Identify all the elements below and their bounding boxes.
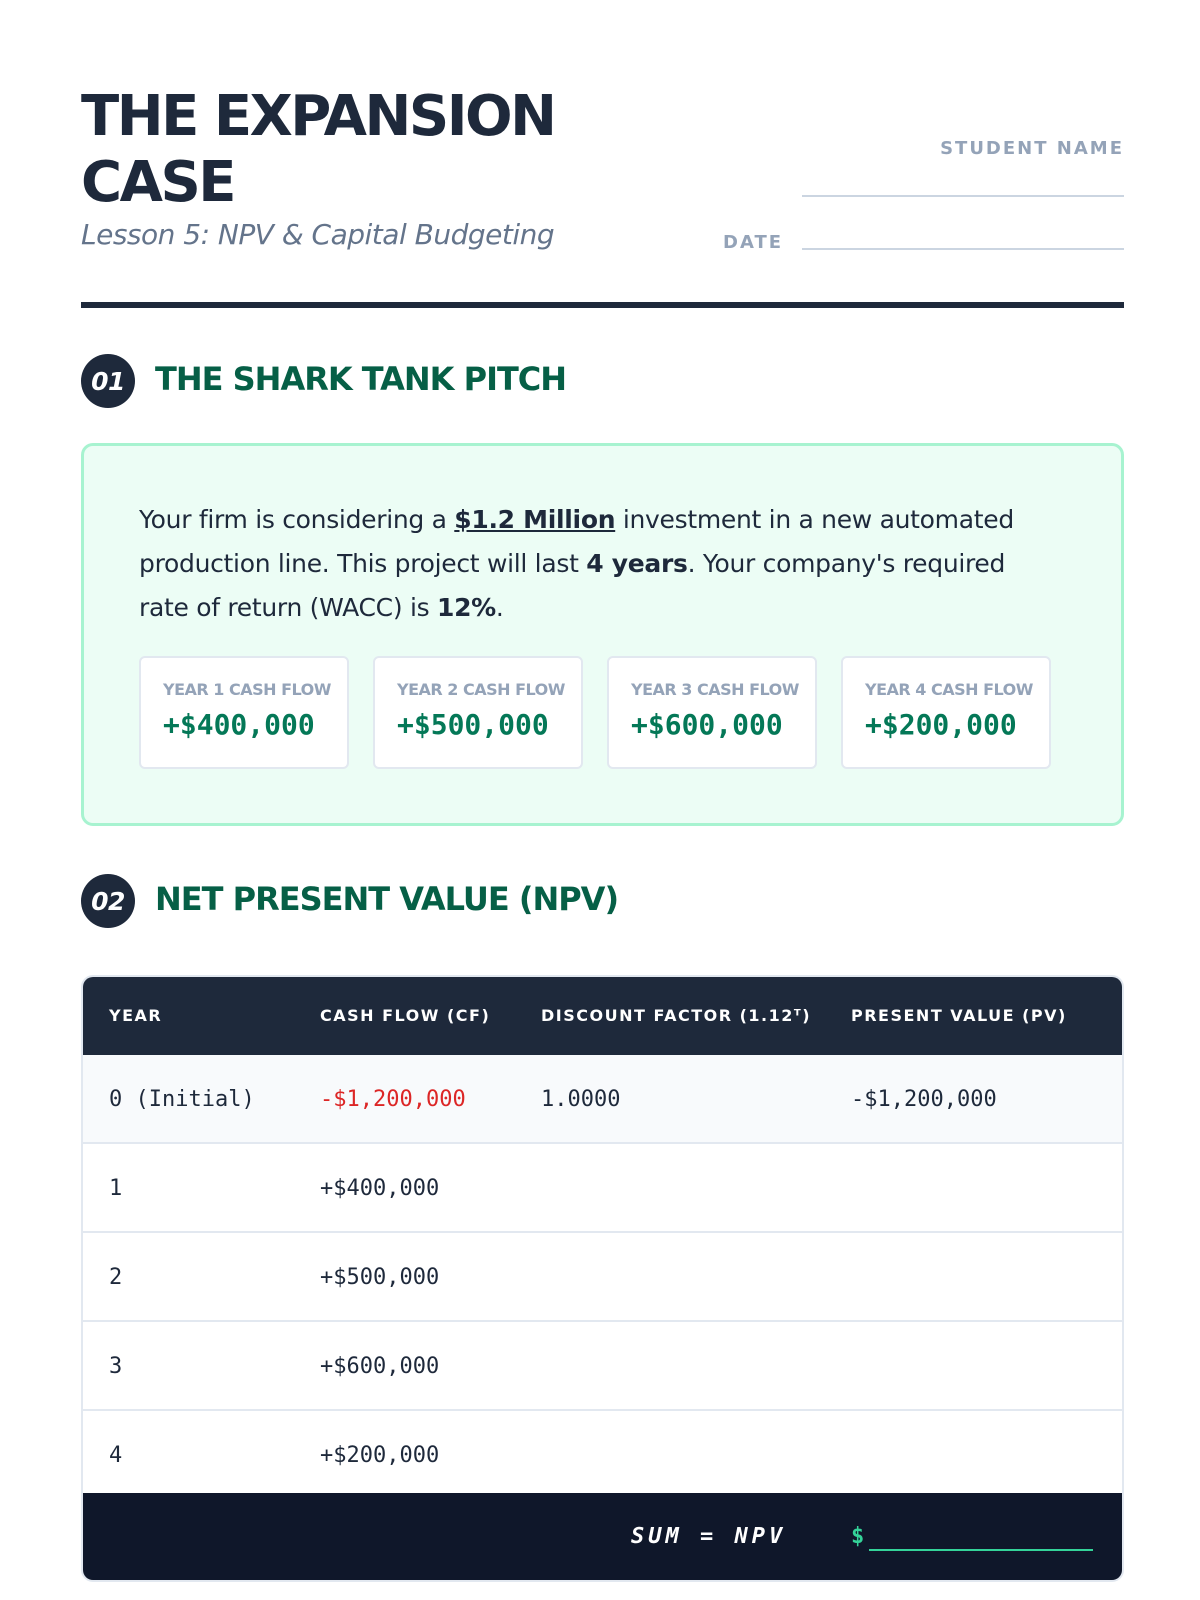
- column-header-discount-factor: DISCOUNT FACTOR (1.12ᵀ): [541, 1006, 812, 1025]
- section-1-title: THE SHARK TANK PITCH: [155, 360, 567, 398]
- year-cell: 3: [109, 1354, 123, 1379]
- table-row: [83, 1055, 1122, 1144]
- cash-flow-card-value: +$600,000: [631, 708, 783, 741]
- cash-flow-cell: +$200,000: [320, 1443, 440, 1468]
- npv-sum-label: SUM = NPV: [631, 1524, 787, 1549]
- student-name-label: STUDENT NAME: [940, 138, 1124, 159]
- section-1-number-badge: 01: [81, 354, 135, 408]
- section-1-heading: [81, 354, 1124, 408]
- cash-flow-cell: -$1,200,000: [320, 1087, 466, 1112]
- cash-flow-card-label: YEAR 3 CASH FLOW: [631, 680, 799, 699]
- year-cell: 2: [109, 1265, 123, 1290]
- cash-flow-cell: +$500,000: [320, 1265, 440, 1290]
- column-header-cash-flow: CASH FLOW (CF): [320, 1006, 491, 1025]
- npv-answer-field[interactable]: [869, 1549, 1093, 1551]
- pitch-box: [81, 443, 1124, 826]
- column-header-year: YEAR: [109, 1006, 163, 1025]
- cash-flow-card-year-3: [607, 656, 817, 769]
- cash-flow-card-year-4: [841, 656, 1051, 769]
- table-row: [83, 1233, 1122, 1322]
- cash-flow-card-year-2: [373, 656, 583, 769]
- table-row: [83, 1322, 1122, 1411]
- cash-flow-card-label: YEAR 4 CASH FLOW: [865, 680, 1033, 699]
- cash-flow-card-value: +$200,000: [865, 708, 1017, 741]
- cash-flow-card-value: +$400,000: [163, 708, 315, 741]
- cash-flow-card-label: YEAR 1 CASH FLOW: [163, 680, 331, 699]
- table-row: [83, 1144, 1122, 1233]
- present-value-cell: -$1,200,000: [851, 1087, 997, 1112]
- date-label: DATE: [723, 232, 784, 253]
- cash-flow-cell: +$400,000: [320, 1176, 440, 1201]
- lesson-subtitle: Lesson 5: NPV & Capital Budgeting: [81, 218, 555, 251]
- discount-factor-cell: 1.0000: [541, 1087, 621, 1112]
- section-2-title: NET PRESENT VALUE (NPV): [155, 880, 619, 918]
- column-header-present-value: PRESENT VALUE (PV): [851, 1006, 1067, 1025]
- year-cell: 4: [109, 1443, 123, 1468]
- project-duration: 4 years: [586, 549, 688, 578]
- year-cell: 0 (Initial): [109, 1087, 255, 1112]
- npv-table: [81, 975, 1124, 1582]
- table-row: [83, 1411, 1122, 1500]
- header-divider: [81, 302, 1124, 308]
- table-footer: [83, 1493, 1122, 1580]
- year-cell: 1: [109, 1176, 123, 1201]
- table-header: [83, 977, 1122, 1055]
- cash-flow-card-year-1: [139, 656, 349, 769]
- cash-flow-cell: +$600,000: [320, 1354, 440, 1379]
- pitch-description: Your firm is considering a $1.2 Million investment in a new automated production line. This project will last 4 years. Your company's required rate of return (WACC) is 12%.: [139, 505, 1014, 622]
- section-2-heading: [81, 874, 1124, 928]
- required-rate: 12%: [436, 593, 496, 622]
- page-title: THE EXPANSION CASE: [81, 84, 555, 215]
- investment-amount: $1.2 Million: [454, 505, 616, 534]
- section-2-number-badge: 02: [81, 874, 135, 928]
- cash-flow-card-label: YEAR 2 CASH FLOW: [397, 680, 565, 699]
- date-field[interactable]: [802, 248, 1124, 250]
- npv-currency-symbol: $: [851, 1524, 865, 1549]
- cash-flow-card-value: +$500,000: [397, 708, 549, 741]
- worksheet-header: [81, 84, 1124, 304]
- student-name-field[interactable]: [802, 195, 1124, 197]
